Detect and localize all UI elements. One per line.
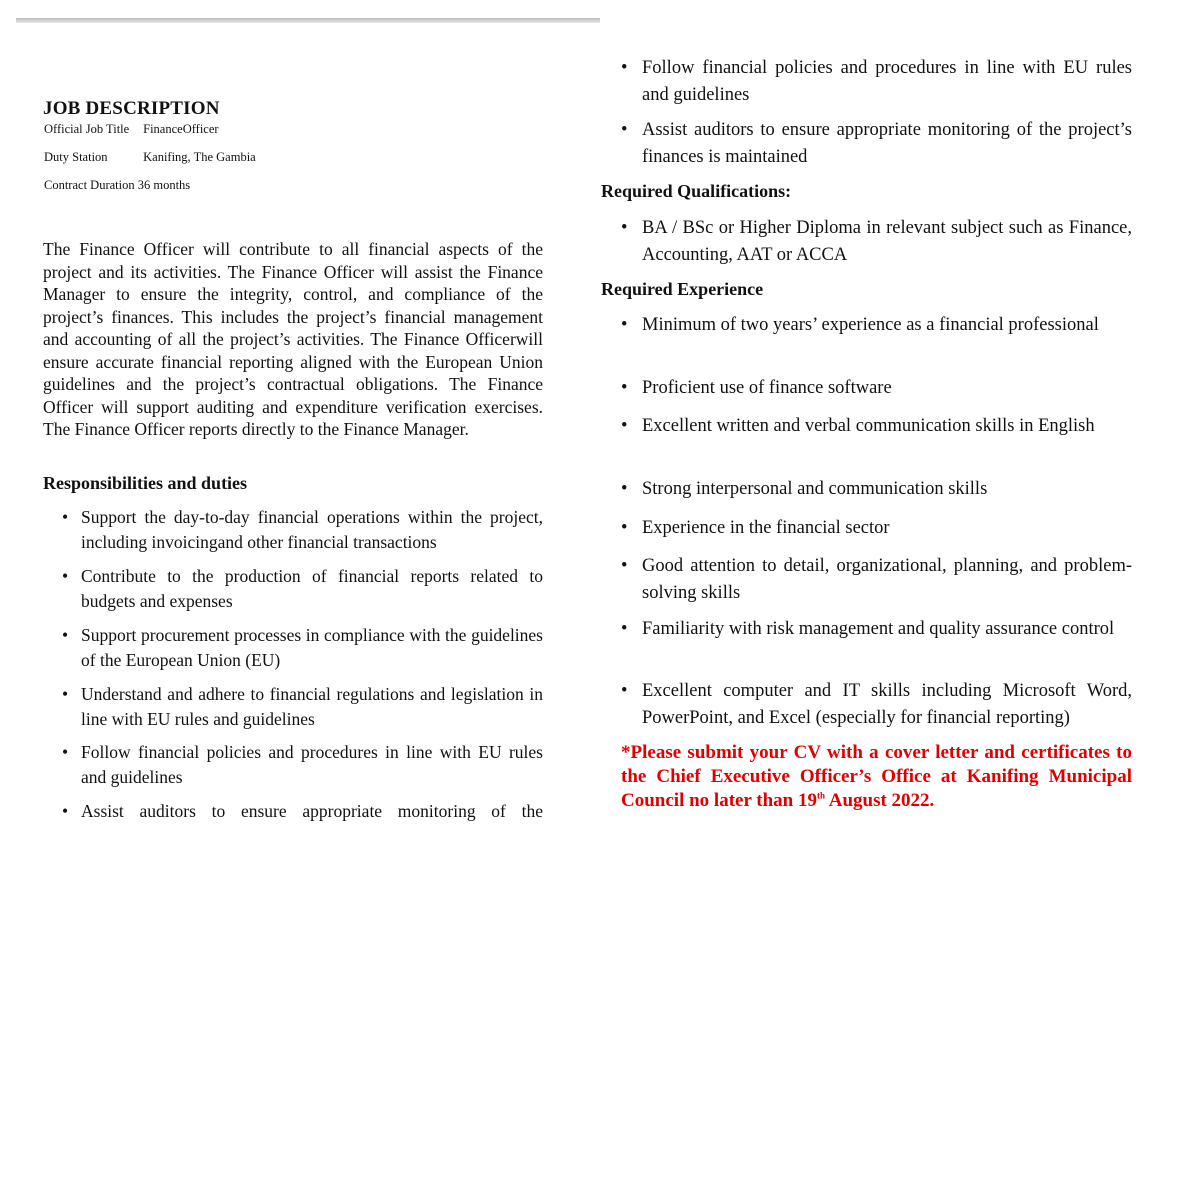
list-item [43,740,543,790]
bullet-icon: • [62,801,69,821]
notice-text: *Please submit your CV with a cover letter and certificates to the Chief Executive Officer’s Office at Kanifing Municipal Council no later than 19 [621,742,1132,811]
meta-duty-station [44,150,256,165]
list-item [43,799,543,824]
list-item [601,312,1132,339]
intro-paragraph: The Finance Officer will contribute to all financial aspects of the project and its activities. The Finance Officer will assist the Finance Manager to ensure the integrity, control, and compliance of the project’s finances. This includes the project’s financial management and accounting of all the project’s activities. The Finance Officerwill ensure accurate financial reporting aligned with the European Union guidelines and the project’s contractual obligations. The Finance Officer will support auditing and expenditure verification exercises. The Finance Officer reports directly to the Finance Manager. [43,239,543,439]
meta-value: 36 months [137,178,191,192]
top-rule [16,18,600,23]
list-item-text: BA / BSc or Higher Diploma in relevant subject such as Finance, Accounting, AAT or ACCA [642,218,1132,265]
list-item-text: Contribute to the production of financial reports related to budgets and expenses [81,566,543,611]
list-item [601,553,1132,607]
list-item [601,616,1132,643]
bullet-icon: • [621,556,628,576]
list-item-text: Assist auditors to ensure appropriate monitoring of the project’s finances is maintained [642,120,1132,167]
bullet-icon: • [621,315,628,335]
list-item-text: Follow financial policies and procedures in line with EU rules and guidelines [642,58,1132,105]
bullet-icon: • [621,58,628,78]
list-item-text: Assist auditors to ensure appropriate monitoring of the [81,801,543,821]
list-item-text: Experience in the financial sector [642,518,890,538]
bullet-icon: • [62,684,69,704]
meta-contract-duration [44,178,190,193]
responsibilities-heading: Responsibilities and duties [43,473,248,493]
bullet-icon: • [621,619,628,639]
meta-label: Duty Station [44,150,108,164]
bullet-icon: • [621,479,628,499]
list-item [601,413,1132,440]
bullet-icon: • [621,681,628,701]
notice-superscript: th [817,790,826,801]
list-item [601,476,1132,503]
bullet-icon: • [621,378,628,398]
meta-job-title [44,122,219,137]
meta-label: Official Job Title [44,122,130,136]
list-item-text: Excellent written and verbal communication skills in English [642,416,1095,436]
experience-heading: Required Experience [601,279,764,299]
list-item-text: Minimum of two years’ experience as a financial professional [642,315,1099,335]
list-item-text: Proficient use of finance software [642,378,892,398]
list-item [601,375,1132,402]
bullet-icon: • [62,742,69,762]
list-item [43,682,543,732]
list-item-text: Strong interpersonal and communication skills [642,479,988,499]
bullet-icon: • [621,120,628,140]
bullet-icon: • [621,416,628,436]
bullet-icon: • [621,518,628,538]
meta-value: Kanifing, The Gambia [143,150,256,164]
list-item-text: Support the day-to-day financial operations within the project, including invoicingand other financial transactions [81,507,543,552]
list-item [601,678,1132,732]
list-item-text: Good attention to detail, organizational, planning, and problem-solving skills [642,556,1132,603]
list-item [43,623,543,673]
bullet-icon: • [62,566,69,586]
list-item [601,117,1132,171]
qualifications-heading: Required Qualifications: [601,181,792,201]
notice-date: August 2022. [825,790,935,811]
bullet-icon: • [621,218,628,238]
list-item [43,564,543,614]
list-item [601,515,1132,542]
list-item-text: Excellent computer and IT skills including Microsoft Word, PowerPoint, and Excel (especially for financial reporting) [642,681,1132,728]
meta-value: FinanceOfficer [143,122,219,136]
list-item-text: Support procurement processes in compliance with the guidelines of the European Union (EU) [81,625,543,670]
bullet-icon: • [62,625,69,645]
list-item-text: Familiarity with risk management and quality assurance control [642,619,1115,639]
list-item-text: Understand and adhere to financial regulations and legislation in line with EU rules and guidelines [81,684,543,729]
list-item [601,55,1132,109]
list-item [601,215,1132,269]
list-item-text: Follow financial policies and procedures in line with EU rules and guidelines [81,742,543,787]
document-title: JOB DESCRIPTION [43,98,220,119]
meta-label: Contract Duration [44,178,135,192]
application-notice [621,741,1132,813]
list-item [43,505,543,555]
bullet-icon: • [62,507,69,527]
